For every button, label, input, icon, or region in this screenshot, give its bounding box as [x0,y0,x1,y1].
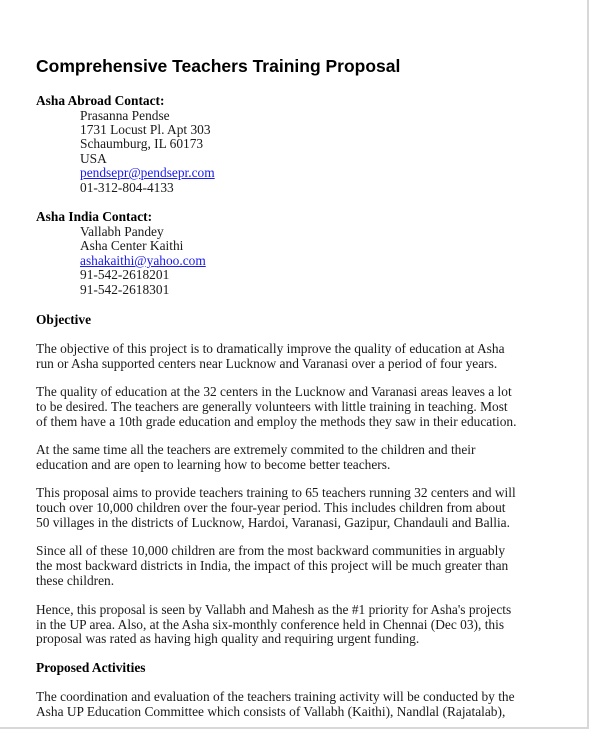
text-line: to be desired. The teachers are generally volunteers with little training in teaching. Most [36,399,508,414]
india-contact-phone1: 91-542-2618201 [80,267,170,282]
india-contact-center: Asha Center Kaithi [80,238,184,253]
text-line: Hence, this proposal is seen by Vallabh and Mahesh as the #1 priority for Asha's projects [36,602,512,617]
text-line: education and are open to learning how to become better teachers. [36,457,391,472]
objective-heading: Objective [36,312,92,327]
text-line: The coordination and evaluation of the teachers training activity will be conducted by the [36,689,515,704]
india-contact-phone2: 91-542-2618301 [80,282,170,297]
abroad-contact-phone: 01-312-804-4133 [80,180,174,195]
document-title: Comprehensive Teachers Training Proposal [36,56,401,76]
india-contact-name: Vallabh Pandey [80,224,164,239]
text-line: proposal was rated as having high quality and requiring urgent funding. [36,631,420,646]
text-line: The objective of this project is to dramatically improve the quality of education at Asha [36,341,505,356]
text-line: 50 villages in the districts of Lucknow, Hardoi, Varanasi, Gazipur, Chandauli and Ballia. [36,515,510,530]
text-line: At the same time all the teachers are extremely commited to the children and their [36,442,476,457]
text-line: Asha UP Education Committee which consists of Vallabh (Kaithi), Nandlal (Rajatalab), [36,704,506,719]
text-line: run or Asha supported centers near Lucknow and Varanasi over a period of four years. [36,356,498,371]
abroad-contact-country: USA [80,151,107,166]
activities-heading: Proposed Activities [36,660,146,675]
text-line: This proposal aims to provide teachers training to 65 teachers running 32 centers and will [36,485,516,500]
abroad-contact-address1: 1731 Locust Pl. Apt 303 [80,122,211,137]
text-line: The quality of education at the 32 centers in the Lucknow and Varanasi areas leaves a lot [36,384,512,399]
text-line: the most backward districts in India, the impact of this project will be much greater than [36,558,509,573]
india-contact-heading: Asha India Contact: [36,209,153,224]
abroad-contact-address2: Schaumburg, IL 60173 [80,136,204,151]
text-line: in the UP area. Also, at the Asha six-monthly conference held in Chennai (Dec 03), this [36,617,505,632]
abroad-contact-name: Prasanna Pendse [80,108,170,123]
abroad-contact-email-link[interactable]: pendsepr@pendsepr.com [80,165,215,180]
text-line: Since all of these 10,000 children are from the most backward communities in arguably [36,543,506,558]
text-line: these children. [36,573,115,588]
abroad-contact-heading: Asha Abroad Contact: [36,93,165,108]
india-contact-email-link[interactable]: ashakaithi@yahoo.com [80,253,206,268]
text-line: touch over 10,000 children over the four-year period. This includes children from about [36,500,506,515]
text-line: of them have a 10th grade education and employ the methods they saw in their education. [36,414,517,429]
